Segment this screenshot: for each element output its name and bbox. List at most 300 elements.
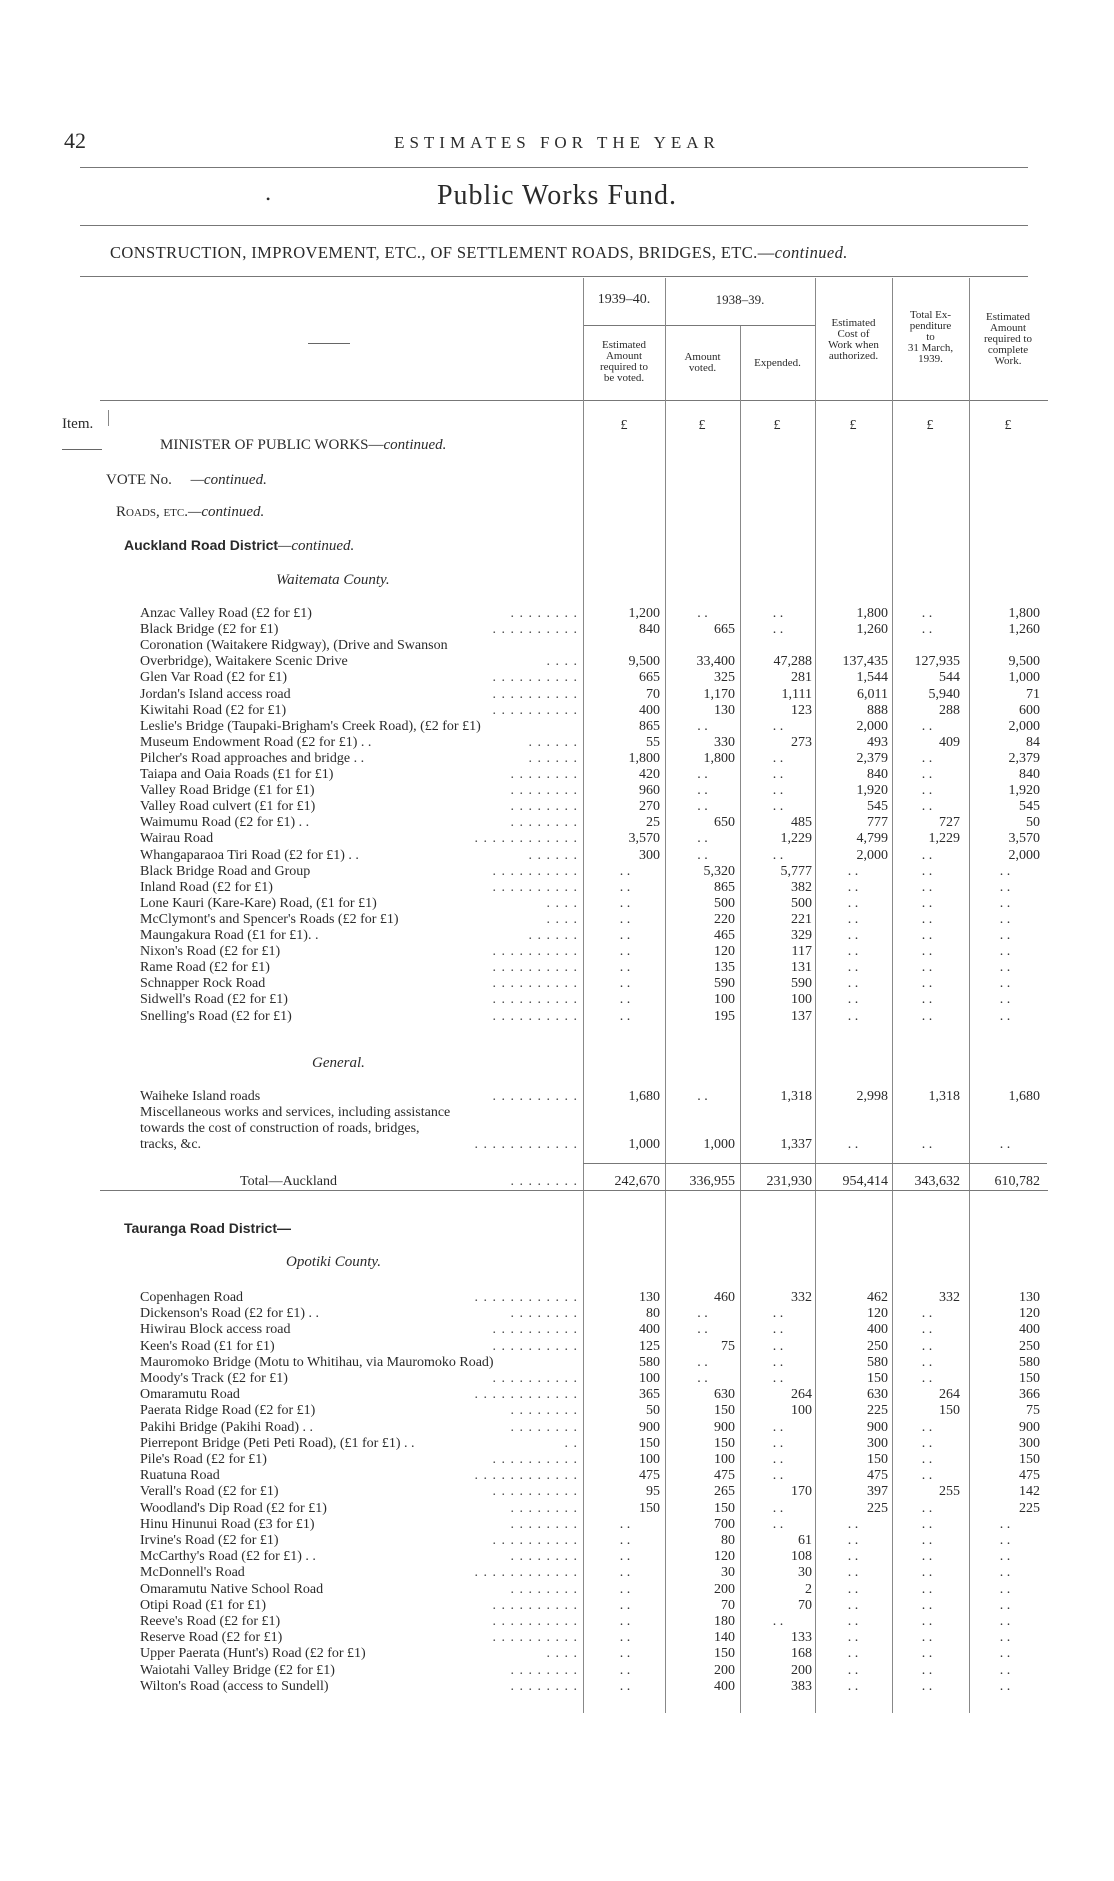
row-leader-dots: . . . . . . . . . . bbox=[492, 1371, 578, 1386]
row-description: Reeve's Road (£2 for £1) bbox=[140, 1614, 281, 1629]
row-leader-dots: . . . . . . . . bbox=[510, 1516, 578, 1532]
row-value: 133 bbox=[791, 1630, 812, 1646]
row-value: . . bbox=[619, 1678, 631, 1694]
row-value: 2,379 bbox=[1008, 750, 1040, 766]
row-description: Moody's Track (£2 for £1) bbox=[140, 1371, 288, 1386]
table-row bbox=[140, 1582, 1048, 1598]
row-value: 343,632 bbox=[914, 1174, 960, 1189]
table-row bbox=[140, 799, 1048, 815]
row-value: 137,435 bbox=[842, 654, 888, 670]
row-value: . . bbox=[847, 1549, 859, 1565]
row-description: Rame Road (£2 for £1) bbox=[140, 960, 270, 976]
row-value: 420 bbox=[639, 767, 660, 782]
row-value: 365 bbox=[639, 1387, 660, 1403]
row-value: . . bbox=[619, 1533, 631, 1548]
row-value: 500 bbox=[714, 895, 735, 911]
row-value: 1,680 bbox=[628, 1089, 660, 1104]
row-description: Dickenson's Road (£2 for £1) . . bbox=[140, 1306, 320, 1322]
table-row bbox=[140, 864, 1048, 880]
row-leader-dots: . . . . . . bbox=[528, 847, 578, 863]
row-value: 475 bbox=[639, 1468, 660, 1484]
pound-sign: £ bbox=[698, 418, 706, 433]
row-value: . . bbox=[772, 1371, 784, 1386]
row-value: . . bbox=[847, 992, 859, 1008]
row-value: . . bbox=[921, 960, 933, 976]
row-value: 135 bbox=[714, 960, 735, 976]
auckland-district-text: Auckland Road District bbox=[124, 537, 279, 553]
row-value: . . bbox=[619, 895, 631, 911]
header-line: Total Ex- bbox=[909, 309, 952, 321]
row-value: . . bbox=[999, 1597, 1011, 1613]
row-value: 70 bbox=[646, 686, 660, 702]
row-value: . . bbox=[921, 1322, 933, 1338]
row-value: 120 bbox=[1019, 1306, 1040, 1322]
table-row bbox=[140, 1663, 1048, 1679]
row-value: 168 bbox=[791, 1646, 812, 1662]
row-value: . . bbox=[999, 1516, 1011, 1532]
row-value: . . bbox=[921, 911, 933, 927]
row-value: . . bbox=[999, 1630, 1011, 1646]
row-value: 2,000 bbox=[856, 718, 888, 734]
row-value: 2,998 bbox=[856, 1089, 888, 1104]
header-est-cost bbox=[815, 318, 892, 362]
row-value: 200 bbox=[791, 1662, 812, 1678]
row-value: . . bbox=[697, 1089, 708, 1104]
row-value: . . bbox=[847, 863, 859, 879]
row-value: . . bbox=[697, 799, 708, 815]
row-value: 270 bbox=[639, 799, 660, 815]
table-row bbox=[140, 1339, 1048, 1355]
row-description: tracks, &c. bbox=[140, 1137, 202, 1153]
header-1939-40: 1939–40. bbox=[597, 292, 651, 307]
row-leader-dots: . . . . . . . . . . . . bbox=[474, 1290, 578, 1305]
row-value: 84 bbox=[1026, 734, 1040, 750]
row-value: 265 bbox=[714, 1484, 735, 1500]
header-line: 1939. bbox=[918, 353, 943, 365]
table-row bbox=[140, 1630, 1048, 1646]
row-value: 600 bbox=[1019, 702, 1040, 718]
waitemata-heading: Waitemata County. bbox=[276, 572, 390, 588]
table-row bbox=[140, 1614, 1048, 1630]
row-leader-dots: . . . . . . . . bbox=[510, 1306, 578, 1322]
row-value: . . bbox=[619, 863, 631, 879]
row-value: 400 bbox=[714, 1678, 735, 1694]
table-row bbox=[140, 944, 1048, 960]
row-value: 80 bbox=[646, 1306, 660, 1322]
row-description: Museum Endowment Road (£2 for £1) . . bbox=[140, 734, 372, 750]
row-leader-dots: . . . . . . . . . . bbox=[492, 1008, 578, 1024]
row-value: 250 bbox=[1019, 1338, 1040, 1354]
row-value: 325 bbox=[714, 670, 735, 686]
vote-continued: —continued. bbox=[190, 472, 267, 488]
row-value: . . bbox=[772, 1322, 784, 1338]
row-description: towards the cost of construction of roads, bridges, bbox=[140, 1121, 420, 1137]
row-value: 382 bbox=[791, 879, 812, 895]
header-line: Estimated bbox=[602, 339, 646, 351]
header-line: Estimated bbox=[831, 317, 876, 329]
row-value: 544 bbox=[939, 670, 960, 686]
row-value: 150 bbox=[714, 1435, 735, 1451]
header-total-exp bbox=[892, 310, 969, 365]
table-row bbox=[140, 880, 1048, 896]
row-value: 840 bbox=[867, 767, 888, 782]
row-value: . . bbox=[697, 1354, 708, 1370]
row-value: . . bbox=[619, 1630, 631, 1646]
row-leader-dots: . . . . . . . . bbox=[510, 815, 578, 831]
row-value: 400 bbox=[639, 702, 660, 718]
row-value: 330 bbox=[714, 734, 735, 750]
header-line: Estimated bbox=[986, 311, 1030, 323]
row-value: 250 bbox=[867, 1338, 888, 1354]
row-value: . . bbox=[619, 1614, 631, 1629]
row-value: 130 bbox=[714, 702, 735, 718]
roads-text: Roads, etc. bbox=[116, 504, 188, 520]
table-row bbox=[140, 751, 1048, 767]
row-value: 71 bbox=[1026, 686, 1040, 702]
row-description: Hiwirau Block access road bbox=[140, 1322, 291, 1338]
row-leader-dots: . . . . . . . . bbox=[510, 606, 578, 621]
row-value: . . bbox=[999, 1008, 1011, 1024]
row-description: Valley Road Bridge (£1 for £1) bbox=[140, 783, 315, 799]
table-row bbox=[140, 719, 1048, 735]
row-value: 130 bbox=[639, 1290, 660, 1305]
row-value: 1,800 bbox=[628, 750, 660, 766]
row-value: . . bbox=[697, 606, 708, 621]
row-description: Paerata Ridge Road (£2 for £1) bbox=[140, 1403, 316, 1419]
row-value: 150 bbox=[1019, 1452, 1040, 1467]
row-value: 460 bbox=[714, 1290, 735, 1305]
row-value: . . bbox=[847, 1597, 859, 1613]
row-value: 610,782 bbox=[994, 1174, 1040, 1189]
row-description: Waiheke Island roads bbox=[140, 1089, 261, 1104]
row-value: . . bbox=[697, 783, 708, 799]
row-description: McClymont's and Spencer's Roads (£2 for £1) bbox=[140, 911, 399, 927]
row-value: . . bbox=[999, 1549, 1011, 1565]
row-value: 665 bbox=[639, 670, 660, 686]
table-row bbox=[140, 992, 1048, 1008]
row-leader-dots: . . . . . . . . . . bbox=[492, 1630, 578, 1646]
auckland-continued: —continued. bbox=[278, 538, 355, 554]
row-value: . . bbox=[921, 1533, 933, 1548]
table-row bbox=[140, 1403, 1048, 1419]
row-value: 960 bbox=[639, 783, 660, 799]
row-description: Glen Var Road (£2 for £1) bbox=[140, 670, 288, 686]
row-value: . . bbox=[847, 928, 859, 943]
row-leader-dots: . . . . . . . . . . . . bbox=[474, 1565, 578, 1581]
table-row bbox=[140, 767, 1048, 783]
row-value: 1,200 bbox=[628, 606, 660, 621]
row-description: Reserve Road (£2 for £1) bbox=[140, 1630, 283, 1646]
row-value: 47,288 bbox=[773, 654, 812, 670]
row-value: 865 bbox=[714, 879, 735, 895]
row-description: Pile's Road (£2 for £1) bbox=[140, 1452, 267, 1467]
row-value: 900 bbox=[1019, 1419, 1040, 1435]
row-value: 137 bbox=[791, 1008, 812, 1024]
row-value: . . bbox=[921, 750, 933, 766]
row-value: . . bbox=[921, 992, 933, 1008]
row-value: . . bbox=[999, 928, 1011, 943]
row-value: 170 bbox=[791, 1484, 812, 1500]
table-row bbox=[140, 815, 1048, 831]
row-leader-dots: . . . . . . . . . . bbox=[492, 1484, 578, 1500]
row-value: 1,920 bbox=[1008, 783, 1040, 799]
row-description: Maungakura Road (£1 for £1). . bbox=[140, 928, 319, 943]
row-value: 840 bbox=[1019, 767, 1040, 782]
row-value: . . bbox=[847, 960, 859, 976]
table-row bbox=[140, 735, 1048, 751]
opotiki-heading: Opotiki County. bbox=[286, 1254, 381, 1270]
row-value: . . bbox=[847, 1614, 859, 1629]
row-description: Waimumu Road (£2 for £1) . . bbox=[140, 815, 310, 831]
row-value: . . bbox=[772, 799, 784, 815]
row-value: 200 bbox=[714, 1662, 735, 1678]
row-value: 281 bbox=[791, 670, 812, 686]
row-value: 465 bbox=[714, 928, 735, 943]
pound-sign: £ bbox=[926, 418, 934, 433]
row-value: 30 bbox=[798, 1565, 812, 1581]
row-value: 33,400 bbox=[696, 654, 735, 670]
row-description: Whangaparaoa Tiri Road (£2 for £1) . . bbox=[140, 847, 359, 863]
table-row bbox=[140, 1452, 1048, 1468]
item-label: Item. bbox=[62, 416, 94, 432]
row-leader-dots: . . . . . . bbox=[528, 734, 578, 750]
section-subtitle bbox=[110, 243, 848, 263]
row-value: 150 bbox=[714, 1403, 735, 1419]
row-value: 300 bbox=[1019, 1435, 1040, 1451]
row-description: McCarthy's Road (£2 for £1) . . bbox=[140, 1549, 316, 1565]
row-value: 954,414 bbox=[842, 1174, 888, 1189]
header-line: Amount bbox=[684, 351, 721, 363]
table-row bbox=[140, 1089, 1048, 1105]
row-value: . . bbox=[921, 622, 933, 638]
row-value: . . bbox=[619, 1581, 631, 1597]
header-line: to bbox=[926, 331, 935, 343]
row-value: . . bbox=[847, 1678, 859, 1694]
row-value: 231,930 bbox=[766, 1174, 812, 1189]
row-value: . . bbox=[921, 1565, 933, 1581]
header-line: Cost of bbox=[837, 328, 870, 340]
row-value: 332 bbox=[939, 1290, 960, 1305]
row-value: 100 bbox=[639, 1371, 660, 1386]
pound-sign: £ bbox=[620, 418, 628, 433]
row-description: Mauromoko Bridge (Motu to Whitihau, via Mauromoko Road) bbox=[140, 1354, 494, 1370]
ministry-heading bbox=[160, 437, 446, 454]
row-value: 5,777 bbox=[780, 863, 812, 879]
row-value: 1,260 bbox=[1008, 622, 1040, 638]
row-value: . . bbox=[999, 1678, 1011, 1694]
table-row bbox=[140, 1533, 1048, 1549]
row-value: . . bbox=[921, 928, 933, 943]
row-value: 1,000 bbox=[1008, 670, 1040, 686]
row-value: 1,544 bbox=[856, 670, 888, 686]
row-description: Miscellaneous works and services, including assistance bbox=[140, 1105, 451, 1121]
row-value: 630 bbox=[714, 1387, 735, 1403]
row-value: 1,000 bbox=[703, 1137, 735, 1153]
row-description: Pierrepont Bridge (Peti Peti Road), (£1 for £1) . . bbox=[140, 1435, 415, 1451]
row-leader-dots: . . . . . . . . . . bbox=[492, 1089, 578, 1104]
row-value: . . bbox=[772, 1516, 784, 1532]
row-value: . . bbox=[921, 1137, 933, 1153]
row-value: . . bbox=[619, 1662, 631, 1678]
row-value: 2,379 bbox=[856, 750, 888, 766]
row-value: 264 bbox=[939, 1387, 960, 1403]
table-row bbox=[140, 976, 1048, 992]
header-amount-voted bbox=[665, 352, 740, 374]
row-value: 120 bbox=[714, 944, 735, 960]
row-value: . . bbox=[772, 1419, 784, 1435]
row-value: 3,570 bbox=[1008, 831, 1040, 847]
row-value: . . bbox=[999, 960, 1011, 976]
row-value: . . bbox=[921, 847, 933, 863]
row-value: . . bbox=[921, 1419, 933, 1435]
row-value: 1,337 bbox=[780, 1137, 812, 1153]
row-leader-dots: . . . . . . . . bbox=[510, 1581, 578, 1597]
row-value: 70 bbox=[721, 1597, 735, 1613]
row-value: 1,318 bbox=[928, 1089, 960, 1104]
row-leader-dots: . . . . . . . . . . . . bbox=[474, 1387, 578, 1403]
row-leader-dots: . . . . . . . . bbox=[510, 1678, 578, 1694]
row-value: 580 bbox=[639, 1354, 660, 1370]
row-value: . . bbox=[921, 863, 933, 879]
row-value: . . bbox=[999, 863, 1011, 879]
row-description: Keen's Road (£1 for £1) bbox=[140, 1338, 275, 1354]
row-value: . . bbox=[772, 847, 784, 863]
row-value: 545 bbox=[867, 799, 888, 815]
row-value: 545 bbox=[1019, 799, 1040, 815]
roads-heading bbox=[116, 504, 264, 521]
row-value: . . bbox=[921, 1678, 933, 1694]
row-value: 366 bbox=[1019, 1387, 1040, 1403]
row-description: Inland Road (£2 for £1) bbox=[140, 879, 273, 895]
row-value: 225 bbox=[867, 1500, 888, 1516]
table-row bbox=[140, 1355, 1048, 1371]
row-leader-dots: . . . . . . . . . . bbox=[492, 670, 578, 686]
row-description: Lone Kauri (Kare-Kare) Road, (£1 for £1) bbox=[140, 895, 377, 911]
row-leader-dots: . . . . . . . . . . bbox=[492, 879, 578, 895]
header-line: be voted. bbox=[603, 372, 645, 384]
table-row bbox=[140, 1420, 1048, 1436]
row-value: 150 bbox=[867, 1371, 888, 1386]
row-value: 100 bbox=[791, 1403, 812, 1419]
year-rule bbox=[583, 325, 815, 326]
row-value: 888 bbox=[867, 702, 888, 718]
row-value: 150 bbox=[714, 1646, 735, 1662]
row-value: . . bbox=[619, 992, 631, 1008]
table-row bbox=[140, 1290, 1048, 1306]
row-value: 1,229 bbox=[928, 831, 960, 847]
row-value: 9,500 bbox=[628, 654, 660, 670]
row-value: 131 bbox=[791, 960, 812, 976]
header-expended bbox=[740, 358, 815, 369]
row-value: . . bbox=[921, 1662, 933, 1678]
page-number: 42 bbox=[64, 128, 86, 153]
table-row bbox=[140, 1598, 1048, 1614]
row-value: 288 bbox=[939, 702, 960, 718]
row-value: . . bbox=[999, 1614, 1011, 1629]
header-line: complete bbox=[987, 344, 1029, 356]
header-1938-39: 1938–39. bbox=[715, 292, 765, 307]
row-leader-dots: . . . . . . . . bbox=[510, 1174, 578, 1189]
row-value: 475 bbox=[1019, 1468, 1040, 1484]
table-row bbox=[140, 1468, 1048, 1484]
row-description: Black Bridge (£2 for £1) bbox=[140, 622, 279, 638]
row-value: 150 bbox=[939, 1403, 960, 1419]
row-value: 150 bbox=[867, 1452, 888, 1467]
row-leader-dots: . . . . . . . . . . bbox=[492, 1338, 578, 1354]
row-description: Anzac Valley Road (£2 for £1) bbox=[140, 606, 312, 621]
row-value: . . bbox=[921, 944, 933, 960]
item-dash bbox=[62, 449, 102, 450]
row-value: 75 bbox=[1026, 1403, 1040, 1419]
pound-sign: £ bbox=[773, 418, 781, 433]
row-leader-dots: . . . . . . bbox=[528, 928, 578, 943]
table-row bbox=[140, 1009, 1048, 1025]
row-description: Irvine's Road (£2 for £1) bbox=[140, 1533, 279, 1548]
header-line: Amount bbox=[989, 322, 1027, 334]
row-description: Wilton's Road (access to Sundell) bbox=[140, 1678, 329, 1694]
row-value: . . bbox=[999, 976, 1011, 992]
row-value: 4,799 bbox=[856, 831, 888, 847]
row-value: . . bbox=[847, 1137, 859, 1153]
row-value: 200 bbox=[714, 1581, 735, 1597]
row-value: 590 bbox=[714, 976, 735, 992]
row-value: 590 bbox=[791, 976, 812, 992]
header-line: 31 March, bbox=[907, 342, 954, 354]
table-row bbox=[140, 1549, 1048, 1565]
row-description: Leslie's Bridge (Taupaki-Brigham's Creek Road), (£2 for £1) bbox=[140, 718, 481, 734]
total-rule bbox=[583, 1163, 1047, 1164]
row-leader-dots: . . . . . . . . bbox=[510, 1662, 578, 1678]
row-leader-dots: . . . . . . . . bbox=[510, 783, 578, 799]
row-value: 120 bbox=[714, 1549, 735, 1565]
row-value: 580 bbox=[1019, 1354, 1040, 1370]
table-row bbox=[140, 622, 1048, 638]
row-value: 225 bbox=[867, 1403, 888, 1419]
row-value: . . bbox=[921, 1630, 933, 1646]
row-leader-dots: . . . . . . . . . . bbox=[492, 960, 578, 976]
running-head: ESTIMATES FOR THE YEAR bbox=[394, 133, 720, 152]
header-line: required to bbox=[600, 361, 648, 373]
row-description: Black Bridge Road and Group bbox=[140, 863, 311, 879]
row-value: 300 bbox=[867, 1435, 888, 1451]
row-leader-dots: . . . . . . . . bbox=[510, 1500, 578, 1516]
row-value: . . bbox=[921, 1354, 933, 1370]
row-value: . . bbox=[619, 976, 631, 992]
row-value: . . bbox=[847, 1008, 859, 1024]
row-description: Wairau Road bbox=[140, 831, 214, 847]
row-value: 130 bbox=[1019, 1290, 1040, 1305]
row-value: 400 bbox=[639, 1322, 660, 1338]
row-value: . . bbox=[619, 1516, 631, 1532]
row-leader-dots: . . . . . . . . bbox=[510, 1403, 578, 1419]
fund-title: Public Works Fund. bbox=[436, 180, 678, 211]
row-value: . . bbox=[999, 1662, 1011, 1678]
row-value: 383 bbox=[791, 1678, 812, 1694]
row-description: Taiapa and Oaia Roads (£1 for £1) bbox=[140, 767, 334, 782]
row-value: 9,500 bbox=[1008, 654, 1040, 670]
row-value: . . bbox=[619, 879, 631, 895]
row-description: Sidwell's Road (£2 for £1) bbox=[140, 992, 288, 1008]
row-value: 150 bbox=[714, 1500, 735, 1516]
row-value: . . bbox=[619, 944, 631, 960]
row-value: . . bbox=[847, 1516, 859, 1532]
row-value: 329 bbox=[791, 928, 812, 943]
row-value: 61 bbox=[798, 1533, 812, 1548]
row-value: . . bbox=[921, 1516, 933, 1532]
row-value: . . bbox=[921, 1371, 933, 1386]
row-leader-dots: . . . . . . . . . . bbox=[492, 1322, 578, 1338]
row-value: . . bbox=[697, 831, 708, 847]
